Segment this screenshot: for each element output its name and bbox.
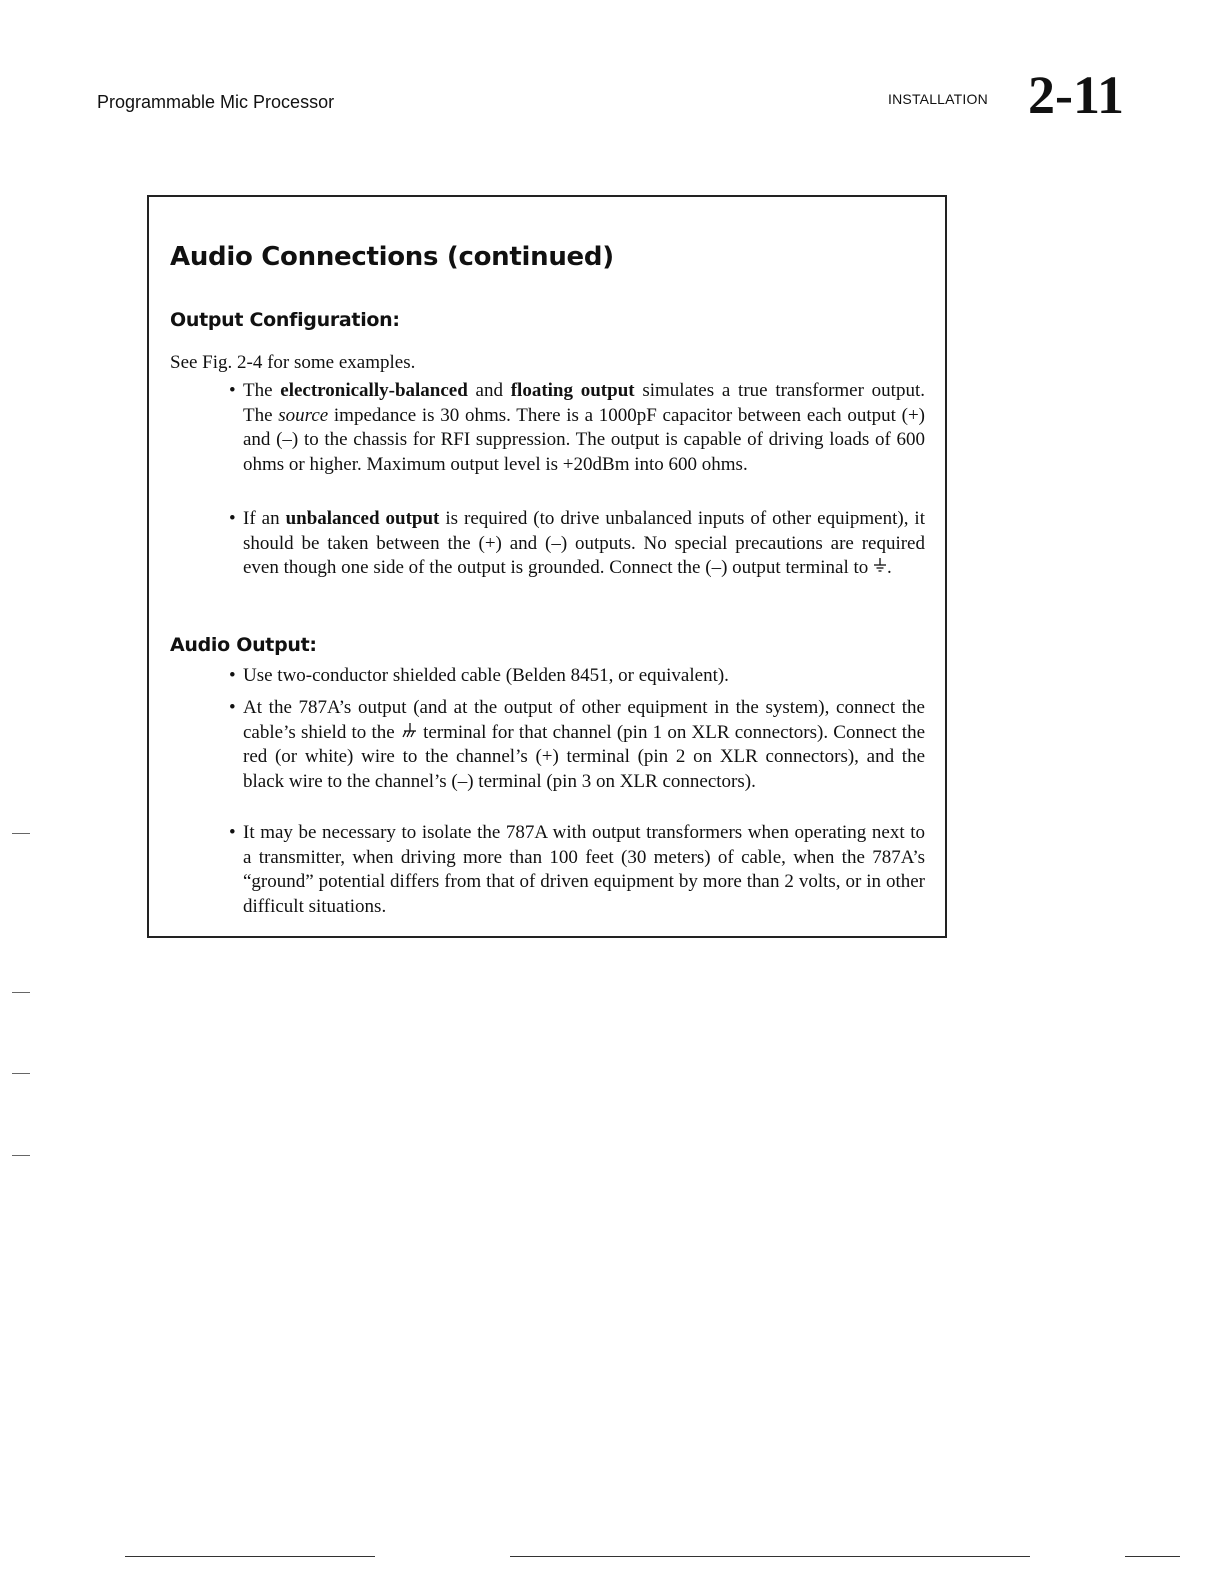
output-configuration-heading: Output Configuration: xyxy=(170,309,400,331)
margin-mark xyxy=(12,833,30,834)
bullet-icon: • xyxy=(229,822,236,843)
bullet-icon: • xyxy=(229,665,236,686)
page-title: Audio Connections (continued) xyxy=(170,242,614,272)
bullet-icon: • xyxy=(229,508,236,529)
list-item: • At the 787A’s output (and at the output of other equipment in the system), connect the cable’s shield to the terminal for that channel (pin 1 on XLR connectors). Connect the red (or white) wire to the channel’s (+) terminal (pin 2 on XLR connectors), and the black wire to the channel’s (–) terminal (pin 3 on XLR connectors). xyxy=(229,697,925,792)
list-item: • It may be necessary to isolate the 787A with output transformers when operating next to a transmitter, when driving more than 100 feet (30 meters) of cable, when the 787A’s “ground” potential differs from that of driven equipment by more than 2 volts, or in other difficult situations. xyxy=(229,822,925,917)
page-number: 2-11 xyxy=(1028,65,1125,125)
bottom-rule xyxy=(125,1556,375,1557)
bottom-rule xyxy=(510,1556,1030,1557)
audio-output-heading: Audio Output: xyxy=(170,634,317,656)
bullet-icon: • xyxy=(229,380,236,401)
section-label: INSTALLATION xyxy=(888,91,988,107)
list-item: • If an unbalanced output is required (to drive unbalanced inputs of other equipment), it should be taken between the (+) and (–) outputs. No special precautions are required even though one side of the output is grounded. Connect the (–) output terminal to . xyxy=(229,507,925,581)
margin-mark xyxy=(12,1155,30,1156)
running-header-title: Programmable Mic Processor xyxy=(97,92,335,112)
bottom-rule xyxy=(1125,1556,1180,1557)
list-item: • The electronically-balanced and floating output simulates a true transformer output. The source impedance is 30 ohms. There is a 1000pF capacitor between each output (+) and (–) to the chassis for RFI suppression. The output is capable of driving loads of 600 ohms or higher. Maximum output level is +20dBm into 600 ohms. xyxy=(229,380,925,475)
margin-mark xyxy=(12,992,30,993)
bullet-icon: • xyxy=(229,697,236,718)
list-item: • Use two-conductor shielded cable (Belden 8451, or equivalent). xyxy=(229,664,925,689)
margin-mark xyxy=(12,1073,30,1074)
ground-symbol-icon xyxy=(873,556,887,581)
chassis-ground-icon xyxy=(400,721,418,746)
intro-text: See Fig. 2-4 for some examples. xyxy=(170,352,416,373)
